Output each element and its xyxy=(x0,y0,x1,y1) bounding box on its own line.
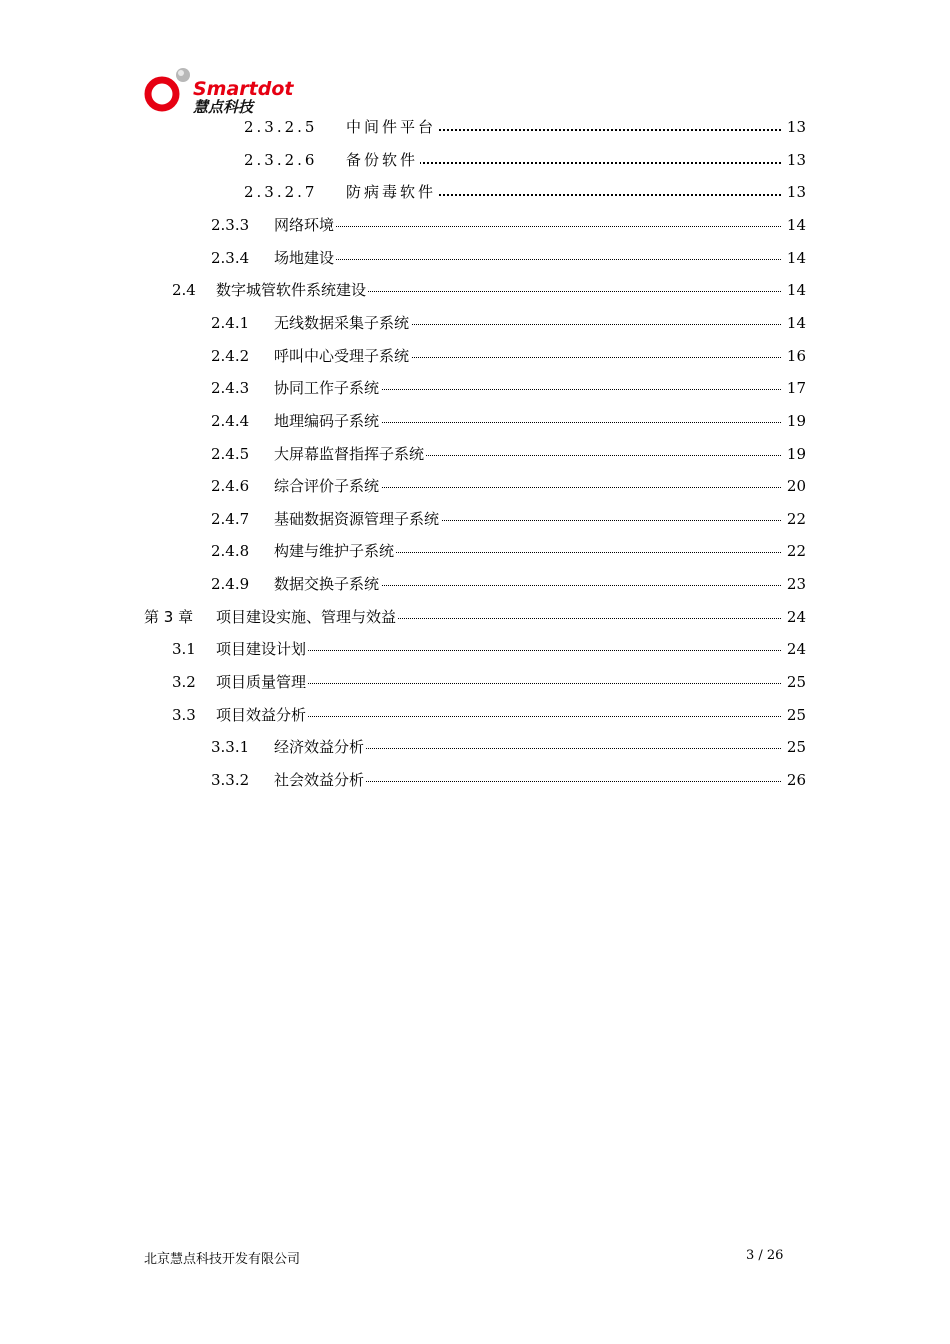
toc-leader-dots xyxy=(274,259,781,260)
toc-entry-title: 数字城管软件系统建设 xyxy=(216,277,368,303)
toc-entry-number: 2.4.4 xyxy=(211,411,250,430)
toc-entry-page: 24 xyxy=(786,640,806,659)
toc-entry-number: 2.4.6 xyxy=(211,477,250,496)
toc-entry-title: 中间件平台 xyxy=(346,114,438,140)
toc-entry-page: 25 xyxy=(786,738,806,757)
toc-entry-title: 项目质量管理 xyxy=(216,669,308,695)
toc-entry[interactable] xyxy=(0,212,950,238)
toc-entry[interactable] xyxy=(0,179,950,205)
toc-entry-title: 项目建设计划 xyxy=(216,636,308,662)
toc-entry-title: 地理编码子系统 xyxy=(274,408,381,434)
toc-entry-number: 3.3.2 xyxy=(211,771,250,789)
toc-entry[interactable] xyxy=(0,375,950,401)
footer-page-indicator: 3 / 26 xyxy=(746,1248,784,1263)
toc-entry-title: 社会效益分析 xyxy=(274,767,366,793)
toc-entry-page: 22 xyxy=(786,509,806,528)
logo-brand-text: Smartdot xyxy=(193,78,294,100)
toc-entry[interactable] xyxy=(0,310,950,336)
toc-entry-page: 14 xyxy=(786,215,806,234)
toc-entry-page: 13 xyxy=(786,183,806,202)
toc-entry-page: 16 xyxy=(786,346,806,365)
toc-entry-page: 14 xyxy=(786,248,806,267)
toc-entry[interactable] xyxy=(0,767,950,793)
toc-entry[interactable] xyxy=(0,277,950,303)
toc-entry[interactable] xyxy=(0,245,950,271)
toc-entry-page: 13 xyxy=(786,118,806,136)
toc-entry-number: 2.3.4 xyxy=(211,248,250,267)
toc-entry[interactable] xyxy=(0,571,950,597)
toc-entry-title: 大屏幕监督指挥子系统 xyxy=(274,441,426,467)
toc-entry-page: 24 xyxy=(786,607,806,626)
toc-entry-title: 项目效益分析 xyxy=(216,702,308,728)
toc-entry[interactable] xyxy=(0,441,950,467)
toc-entry[interactable] xyxy=(0,669,950,695)
footer-company: 北京慧点科技开发有限公司 xyxy=(144,1252,301,1267)
toc-entry-number: 2.4 xyxy=(172,281,196,300)
toc-entry-number: 2.4.8 xyxy=(211,542,250,561)
toc-entry-title: 备份软件 xyxy=(346,147,420,173)
toc-entry-page: 25 xyxy=(786,705,806,724)
toc-entry-number: 第 3 章 xyxy=(144,607,194,626)
toc-entry-title: 场地建设 xyxy=(274,245,336,271)
toc-entry-number: 2.4.1 xyxy=(211,313,250,332)
toc-entry-number: 2.4.5 xyxy=(211,444,250,463)
toc-entry-title: 网络环境 xyxy=(274,212,336,238)
logo-cn-text: 慧点科技 xyxy=(193,98,254,116)
toc-entry-title: 无线数据采集子系统 xyxy=(274,310,411,336)
toc-entry[interactable] xyxy=(0,702,950,728)
toc-entry[interactable] xyxy=(0,114,950,140)
toc-entry-page: 26 xyxy=(786,771,806,789)
toc-entry-page: 25 xyxy=(786,673,806,692)
toc-entry-title: 协同工作子系统 xyxy=(274,375,381,401)
toc-entry-page: 22 xyxy=(786,542,806,561)
toc-entry[interactable] xyxy=(0,147,950,173)
toc-entry-page: 14 xyxy=(786,313,806,332)
toc-entry-page: 20 xyxy=(786,477,806,496)
toc-entry[interactable] xyxy=(0,408,950,434)
toc-entry-title: 综合评价子系统 xyxy=(274,473,381,499)
toc-entry-number: 2.3.2.7 xyxy=(244,183,318,202)
toc-entry-number: 3.3.1 xyxy=(211,738,250,757)
toc-entry-number: 3.1 xyxy=(172,640,196,659)
company-logo xyxy=(143,66,294,116)
toc-entry[interactable] xyxy=(0,734,950,760)
toc-entry-number: 3.3 xyxy=(172,705,196,724)
toc-entry-number: 2.3.3 xyxy=(211,215,250,234)
toc-entry-page: 23 xyxy=(786,575,806,594)
toc-entry-page: 17 xyxy=(786,379,806,398)
toc-entry-number: 2.4.9 xyxy=(211,575,250,594)
toc-entry-title: 防病毒软件 xyxy=(346,179,438,205)
toc-entry-title: 呼叫中心受理子系统 xyxy=(274,343,411,369)
toc-entry-page: 19 xyxy=(786,411,806,430)
toc-entry-number: 2.4.7 xyxy=(211,509,250,528)
toc-entry-number: 2.4.3 xyxy=(211,379,250,398)
toc-entry-title: 项目建设实施、管理与效益 xyxy=(216,604,398,630)
toc-entry[interactable] xyxy=(0,636,950,662)
toc-entry-number: 2.4.2 xyxy=(211,346,250,365)
toc-entry-title: 数据交换子系统 xyxy=(274,571,381,597)
toc-entry-number: 2.3.2.6 xyxy=(244,150,318,169)
toc-entry-title: 构建与维护子系统 xyxy=(274,538,396,564)
toc-entry-number: 3.2 xyxy=(172,673,196,692)
toc-entry-page: 19 xyxy=(786,444,806,463)
toc-entry-title: 经济效益分析 xyxy=(274,734,366,760)
toc-entry-number: 2.3.2.5 xyxy=(244,118,318,136)
toc-entry-title: 基础数据资源管理子系统 xyxy=(274,506,441,532)
toc-leader-dots xyxy=(274,226,781,227)
toc-entry[interactable] xyxy=(0,343,950,369)
toc-entry-page: 13 xyxy=(786,150,806,169)
toc-entry[interactable] xyxy=(0,604,950,630)
toc-entry[interactable] xyxy=(0,473,950,499)
toc-entry[interactable] xyxy=(0,538,950,564)
toc-entry-page: 14 xyxy=(786,281,806,300)
toc-entry[interactable] xyxy=(0,506,950,532)
